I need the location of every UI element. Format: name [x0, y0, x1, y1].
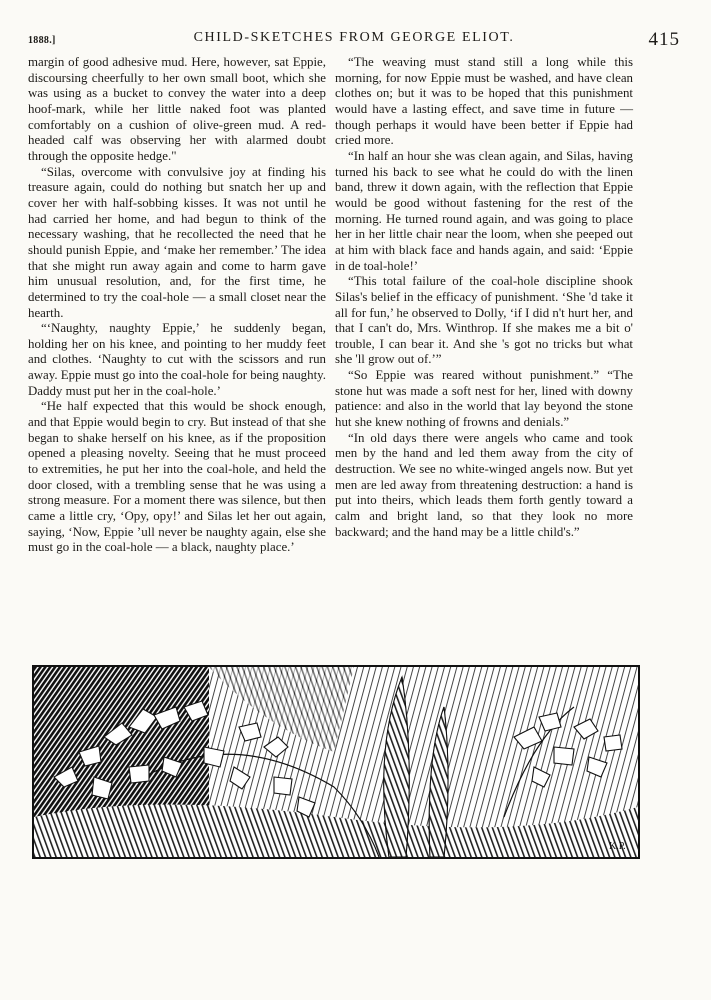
paragraph: margin of good adhesive mud. Here, however, sat Eppie, discoursing cheerfully to her own small boot, which she was using as a bucket to convey the water into a deep hoof-mark, while her little naked foot was planted comfortably on a cushion of olive-green mud. A red-headed calf was observing her with alarmed doubt through the opposite hedge.": [28, 55, 326, 163]
running-header: [28, 30, 680, 52]
hyacinth-engraving: [34, 667, 638, 857]
page-number: 415: [648, 29, 680, 50]
paragraph: “In old days there were angels who came and took men by the hand and led them away from the city of destruction. We see no white-winged angels now. But yet men are led away from threatening destruction: a hand is put into theirs, which leads them forth gently toward a calm and bright land, so that they look no more backward; and the hand may be a little child's.”: [335, 430, 633, 539]
paragraph: “This total failure of the coal-hole discipline shook Silas's belief in the efficacy of punishment. ‘She 'd take it all for fun,’ he observed to Dolly, ‘if I did n't hurt her, and that I can't do, Mrs. Winthrop. If she makes me a bit o' trouble, I can bear it. And she 's got no tricks but what she 'll grow out of.’”: [335, 274, 633, 367]
paragraph: “Silas, overcome with convulsive joy at finding his treasure again, could do nothing but snatch her up and cover her with half-sobbing kisses. It was not until he had carried her home, and had begun to think of the necessary washing, that he recollected the need that he should punish Eppie, and ‘make her remember.’ The idea that she might run away again and come to harm gave him unusual resolution, and, for the first time, he determined to try the coal-hole — a small closet near the hearth.: [28, 164, 326, 320]
paragraph: “In half an hour she was clean again, and Silas, having turned his back to see what he could do with the linen band, threw it down again, with the reflection that Eppie would be good without fastening for the rest of the morning. He turned round again, and was going to place her in her little chair near the loom, when she peeped out at him with black face and hands again, and said: ‘Eppie in de toal-hole!’: [335, 148, 633, 273]
paragraph: “The weaving must stand still a long while this morning, for now Eppie must be washed, and have clean clothes on; but it was to be hoped that this punishment would have a lasting effect, and save time in future — though perhaps it would have been better if Eppie had cried more.: [335, 55, 633, 148]
illustrator-signature: K.P.: [609, 841, 626, 852]
paragraph: “He half expected that this would be shock enough, and that Eppie would begin to cry. But instead of that she began to shake herself on his knee, as if the proposition opened a pleasing novelty. Seeing that he must proceed to extremities, he put her into the coal-hole, and held the door closed, with a trembling sense that he was using a strong measure. For a moment there was silence, but then came a little cry, ‘Opy, opy!’ and Silas let her out again, saying, ‘Now, Eppie ’ull never be naughty again, else she must go in the coal-hole — a black, naughty place.’: [28, 399, 326, 555]
header-title: CHILD-SKETCHES FROM GEORGE ELIOT.: [193, 30, 515, 45]
paragraph: “‘Naughty, naughty Eppie,’ he suddenly began, holding her on his knee, and pointing to her muddy feet and clothes. ‘Naughty to cut with the scissors and run away. Eppie must go into the coal-hole for being naughty. Daddy must put her in the coal-hole.’: [28, 321, 326, 398]
right-column: [335, 55, 633, 540]
hyacinth-illustration: [32, 665, 640, 859]
header-year: 1888.]: [28, 35, 56, 46]
paragraph: “So Eppie was reared without punishment.” “The stone hut was made a soft nest for her, lined with downy patience: and also in the world that lay beyond the stone hut she knew nothing of frowns and denials.”: [335, 368, 633, 430]
left-column: [28, 55, 326, 556]
